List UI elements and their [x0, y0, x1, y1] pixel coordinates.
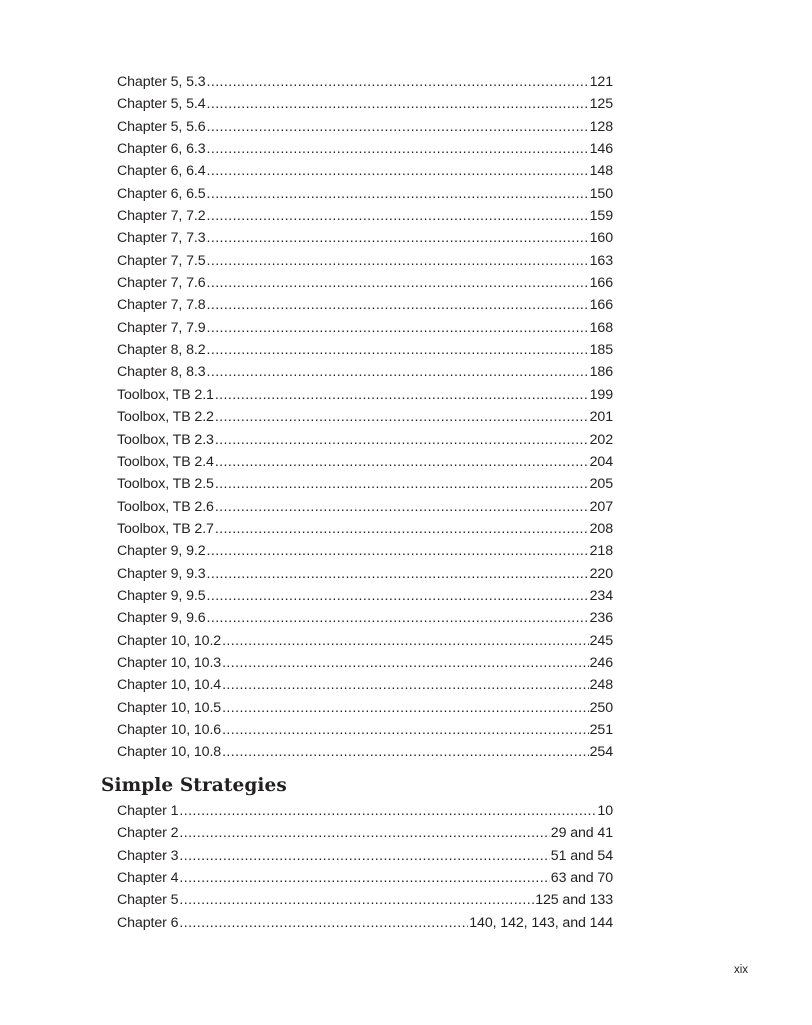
toc-entry — [117, 387, 613, 409]
toc-entry-page: 128 — [589, 118, 613, 135]
toc-entry — [117, 848, 613, 870]
dot-leader — [207, 119, 589, 135]
dot-leader — [222, 722, 589, 738]
toc-entry-label: Chapter 4 — [117, 870, 179, 887]
toc-entry — [117, 700, 613, 722]
toc-entry-page: 204 — [589, 453, 613, 470]
toc-entry — [117, 275, 613, 297]
dot-leader — [207, 320, 589, 336]
toc-entry-label: Chapter 5 — [117, 892, 179, 909]
toc-entry-label: Toolbox, TB 2.7 — [117, 520, 214, 537]
toc-entry-page: 201 — [589, 409, 613, 426]
toc-entry-label: Chapter 6 — [117, 914, 179, 931]
toc-entry — [117, 892, 613, 914]
toc-entry — [117, 499, 613, 521]
dot-leader — [207, 253, 589, 269]
dot-leader — [215, 521, 589, 537]
toc-entry-label: Chapter 1 — [117, 803, 179, 819]
toc-entry-label: Chapter 9, 9.6 — [117, 610, 206, 627]
toc-entry-label: Toolbox, TB 2.2 — [117, 409, 214, 426]
toc-entry-label: Toolbox, TB 2.1 — [117, 386, 214, 403]
toc-entry-label: Chapter 6, 6.5 — [117, 185, 206, 202]
toc-entry-page: 159 — [589, 208, 613, 225]
toc-entry — [117, 476, 613, 498]
dot-leader — [207, 566, 589, 582]
toc-entry-label: Chapter 8, 8.3 — [117, 364, 206, 381]
toc-entry — [117, 432, 613, 454]
dot-leader — [215, 499, 589, 515]
toc-entry-label: Chapter 10, 10.8 — [117, 744, 222, 761]
toc-entry-page: 168 — [589, 319, 613, 336]
toc-entry — [117, 163, 613, 185]
toc-entry-label: Toolbox, TB 2.3 — [117, 431, 214, 448]
toc-entry — [117, 588, 613, 610]
toc-entry — [117, 915, 613, 937]
toc-entry-label: Chapter 10, 10.6 — [117, 721, 222, 738]
dot-leader — [222, 700, 589, 716]
dot-leader — [215, 409, 589, 425]
dot-leader — [179, 892, 534, 908]
toc-entry-label: Chapter 6, 6.3 — [117, 141, 206, 158]
dot-leader — [215, 454, 589, 470]
dot-leader — [179, 915, 468, 931]
toc-entry-label: Chapter 7, 7.6 — [117, 275, 206, 292]
toc-entry-label: Chapter 9, 9.5 — [117, 587, 206, 604]
simple-strategies-list — [117, 803, 613, 937]
dot-leader — [179, 870, 549, 886]
toc-entry-page: 234 — [589, 587, 613, 604]
dot-leader — [207, 543, 589, 559]
toc-entry-label: Chapter 7, 7.2 — [117, 208, 206, 225]
dot-leader — [215, 387, 589, 403]
dot-leader — [179, 848, 549, 864]
toc-entry-page: 146 — [589, 141, 613, 158]
section-heading-simple-strategies: Simple Strategies — [101, 775, 287, 796]
toc-entry — [117, 208, 613, 230]
toc-entry — [117, 364, 613, 386]
dot-leader — [207, 275, 589, 291]
toc-entry-page: 208 — [589, 520, 613, 537]
toc-entry-label: Chapter 7, 7.3 — [117, 230, 206, 247]
toc-entry-label: Chapter 10, 10.2 — [117, 632, 222, 649]
toc-entry-page: 125 and 133 — [535, 892, 613, 909]
toc-entry — [117, 566, 613, 588]
toc-entry-label: Chapter 7, 7.9 — [117, 319, 206, 336]
toc-entry-page: 248 — [589, 677, 613, 694]
toc-entry — [117, 655, 613, 677]
toc-list — [117, 74, 613, 767]
toc-entry-page: 150 — [589, 185, 613, 202]
dot-leader — [207, 588, 589, 604]
toc-entry-page: 140, 142, 143, and 144 — [469, 914, 613, 931]
toc-entry-label: Chapter 10, 10.3 — [117, 654, 222, 671]
toc-entry-page: 166 — [589, 297, 613, 314]
toc-entry-label: Chapter 5, 5.6 — [117, 118, 206, 135]
toc-entry-page: 10 — [597, 803, 613, 819]
dot-leader — [207, 342, 589, 358]
dot-leader — [207, 364, 589, 380]
toc-entry — [117, 521, 613, 543]
toc-entry — [117, 633, 613, 655]
toc-entry-label: Chapter 9, 9.2 — [117, 543, 206, 560]
toc-entry — [117, 610, 613, 632]
toc-entry-label: Toolbox, TB 2.4 — [117, 453, 214, 470]
toc-entry-page: 63 and 70 — [550, 870, 613, 887]
dot-leader — [207, 186, 589, 202]
dot-leader — [222, 655, 589, 671]
toc-entry — [117, 119, 613, 141]
toc-entry-page: 148 — [589, 163, 613, 180]
dot-leader — [222, 677, 589, 693]
toc-entry — [117, 297, 613, 319]
toc-entry-page: 251 — [589, 721, 613, 738]
toc-entry — [117, 230, 613, 252]
toc-entry-page: 218 — [589, 543, 613, 560]
toc-entry-page: 220 — [589, 565, 613, 582]
dot-leader — [207, 208, 589, 224]
dot-leader — [207, 141, 589, 157]
toc-entry-page: 121 — [589, 74, 613, 90]
dot-leader — [222, 633, 589, 649]
toc-entry-label: Chapter 9, 9.3 — [117, 565, 206, 582]
toc-entry-page: 246 — [589, 654, 613, 671]
toc-entry — [117, 825, 613, 847]
dot-leader — [207, 297, 589, 313]
toc-entry-label: Chapter 5, 5.3 — [117, 74, 206, 90]
toc-entry-page: 51 and 54 — [550, 847, 613, 864]
toc-entry — [117, 74, 613, 96]
toc-entry-label: Chapter 8, 8.2 — [117, 342, 206, 359]
toc-entry-label: Chapter 10, 10.5 — [117, 699, 222, 716]
toc-entry — [117, 803, 613, 825]
toc-entry — [117, 96, 613, 118]
toc-entry-page: 125 — [589, 96, 613, 113]
toc-entry-page: 236 — [589, 610, 613, 627]
toc-entry — [117, 677, 613, 699]
toc-entry — [117, 253, 613, 275]
toc-entry-page: 163 — [589, 252, 613, 269]
toc-entry-label: Chapter 3 — [117, 847, 179, 864]
toc-entry — [117, 454, 613, 476]
toc-entry-label: Chapter 7, 7.5 — [117, 252, 206, 269]
toc-entry — [117, 722, 613, 744]
toc-entry-label: Chapter 5, 5.4 — [117, 96, 206, 113]
toc-entry-page: 185 — [589, 342, 613, 359]
toc-entry-page: 254 — [589, 744, 613, 761]
toc-entry-page: 207 — [589, 498, 613, 515]
dot-leader — [215, 432, 589, 448]
dot-leader — [207, 230, 589, 246]
toc-entry-page: 166 — [589, 275, 613, 292]
toc-entry-page: 245 — [589, 632, 613, 649]
dot-leader — [207, 610, 589, 626]
dot-leader — [207, 96, 589, 112]
toc-entry — [117, 744, 613, 766]
dot-leader — [222, 744, 589, 760]
toc-entry — [117, 320, 613, 342]
toc-entry — [117, 141, 613, 163]
toc-entry-label: Toolbox, TB 2.6 — [117, 498, 214, 515]
toc-entry — [117, 186, 613, 208]
dot-leader — [207, 74, 589, 90]
toc-entry-page: 205 — [589, 476, 613, 493]
toc-entry-page: 250 — [589, 699, 613, 716]
toc-entry — [117, 870, 613, 892]
dot-leader — [179, 803, 596, 819]
toc-entry — [117, 543, 613, 565]
toc-entry-page: 186 — [589, 364, 613, 381]
toc-entry — [117, 409, 613, 431]
dot-leader — [207, 163, 589, 179]
toc-entry-page: 199 — [589, 386, 613, 403]
toc-entry-label: Chapter 10, 10.4 — [117, 677, 222, 694]
toc-entry-label: Chapter 2 — [117, 825, 179, 842]
toc-entry-page: 160 — [589, 230, 613, 247]
toc-entry-label: Toolbox, TB 2.5 — [117, 476, 214, 493]
toc-entry-page: 29 and 41 — [550, 825, 613, 842]
toc-entry-label: Chapter 7, 7.8 — [117, 297, 206, 314]
toc-entry-label: Chapter 6, 6.4 — [117, 163, 206, 180]
dot-leader — [179, 825, 549, 841]
dot-leader — [215, 476, 589, 492]
toc-entry-page: 202 — [589, 431, 613, 448]
page-number: xix — [734, 964, 749, 976]
toc-entry — [117, 342, 613, 364]
